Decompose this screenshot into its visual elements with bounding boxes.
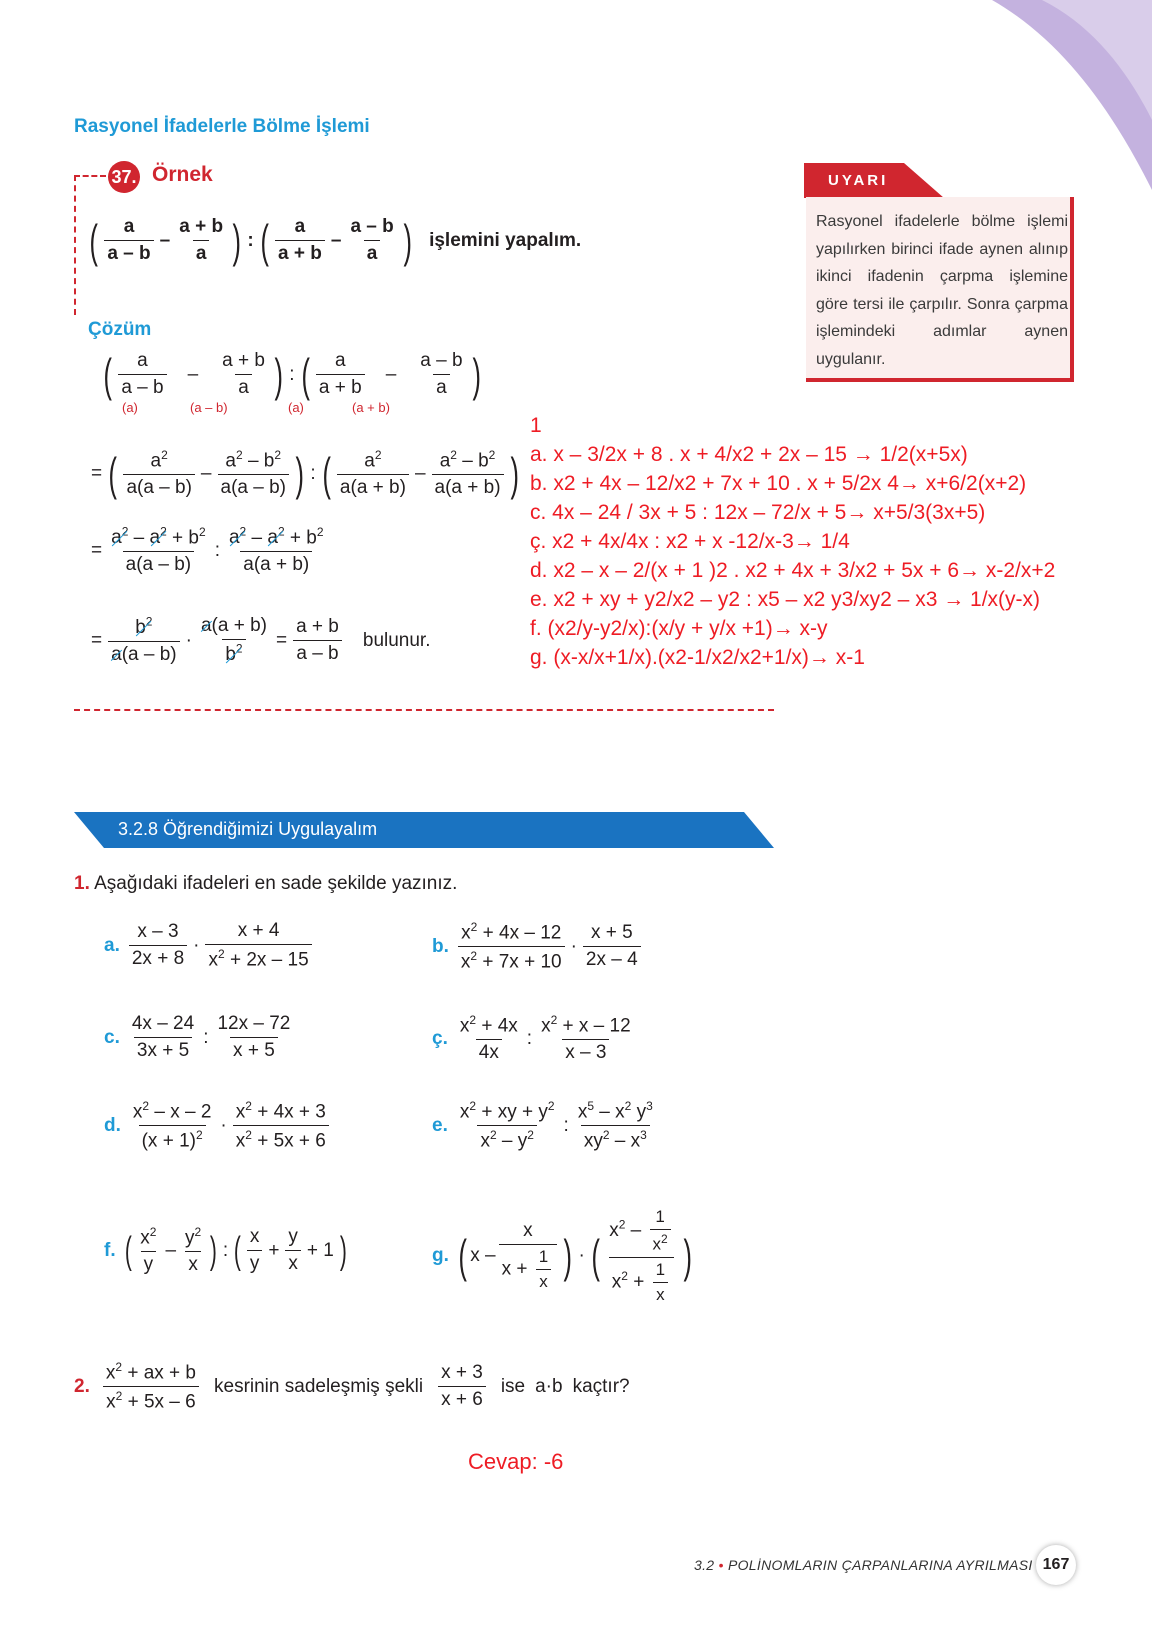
- answer-line: b. x2 + 4x – 12/x2 + 7x + 10 . x + 5/2x 4→ x+6/2(x+2): [530, 472, 1027, 495]
- footer-section: 3.2: [694, 1557, 715, 1573]
- question-text: Aşağıdaki ifadeleri en sade şekilde yazınız.: [94, 873, 458, 894]
- question-text: ise: [500, 1375, 526, 1397]
- question-number: 2.: [74, 1375, 90, 1397]
- warning-text: Rasyonel ifadelerle bölme işlemi yapılırken birinci ifade aynen alınıp ikinci ifadenin çarpma işlemine göre tersi ile çarpılır. Sonra çarpma işlemindeki adımlar aynen uygulanır.: [816, 213, 1068, 368]
- multiplier: (a): [288, 400, 304, 415]
- exercise-label: e.: [432, 1114, 448, 1136]
- answer-line: e. x2 + xy + y2/x2 – y2 : x5 – x2 y3/xy2 – x3 → 1/x(y-x): [530, 588, 1041, 611]
- answers-header: 1: [530, 414, 542, 437]
- example-divider-top: [74, 175, 106, 177]
- example-expression: ( a a – b – a + b a ) : ( a a + b – a – b a ) işlemini yapalım.: [89, 214, 582, 267]
- question-text: kaçtır?: [572, 1375, 630, 1397]
- answer-line: d. x2 – x – 2/(x + 1 )2 . x2 + 4x + 3/x2 + 5x + 6→ x-2/x+2: [530, 559, 1056, 582]
- exercise-label: c.: [104, 1026, 120, 1048]
- solution-step-1: ( a a – b – a + b a ) : ( a a + b – a – b a ): [103, 348, 481, 401]
- solution-step-2: = ( $a^2$ a(a – b) – $a^2 - b^2$ a(a – b) ) : ( $a^2$ a(a + b) – $a^2 - b^2$ a(a + b) ): [91, 447, 519, 500]
- solution-result-text: bulunur.: [362, 629, 431, 651]
- section-divider: [74, 709, 774, 711]
- example-instruction: işlemini yapalım.: [429, 229, 582, 251]
- footer-text: 3.2 • POLİNOMLARIN ÇARPANLARINA AYRILMASI: [694, 1557, 1033, 1573]
- exercise-g: g. ( x – x x + $\frac{1}{x}$ ) · ( $x^2$ – $\frac{1}{x^2}$ $x^2$ + $\frac{1}{x}$ ): [432, 1207, 692, 1304]
- multiplier: (a + b): [352, 400, 390, 415]
- exercise-label: ç.: [432, 1027, 448, 1049]
- question-text: kesrinin sadeleşmiş şekli: [214, 1375, 424, 1397]
- example-number-badge: 37.: [108, 161, 140, 193]
- exercise-label: b.: [432, 935, 449, 957]
- final-answer: Cevap: -6: [468, 1449, 564, 1474]
- exercise-label: f.: [104, 1239, 116, 1261]
- answer-line: ç. x2 + 4x/4x : x2 + x -12/x-3→ 1/4: [530, 530, 850, 553]
- example-divider: [74, 175, 76, 315]
- multiplier: (a): [122, 400, 138, 415]
- question-text: a·b: [535, 1375, 563, 1397]
- question-number: 1.: [74, 873, 90, 894]
- footer-title: POLİNOMLARIN ÇARPANLARINA AYRILMASI: [727, 1557, 1033, 1573]
- exercise-label: a.: [104, 934, 120, 956]
- exercise-label: g.: [432, 1244, 449, 1266]
- exercise-e: e. $x^2$ + xy + $y^2$ $x^2 - y^2$ : $x^5 - x^2$ $y^3$ $xy^2 - x^3$: [432, 1099, 653, 1152]
- question-1: [74, 873, 457, 895]
- question-2: 2. $x^2$ + ax + b $x^2 + 5x - 6$ kesrinin sadeleşmiş şekli x + 3 x + 6 ise a·b kaçtır?: [74, 1360, 630, 1413]
- exercise-f: f. ( $x^2$ y – $y^2$ x ) : ( x y + $\frac{y}{x}$ + 1 ): [104, 1225, 347, 1276]
- corner-decoration: [952, 0, 1152, 200]
- answer-line: g. (x-x/x+1/x).(x2-1/x2/x2+1/x)→ x-1: [530, 646, 865, 669]
- solution-step-3: = $\frac{a^2 - a^2 + b^2}{a(a - b)}$ : $a^2 - a^2 + b^2$ a(a + b): [91, 525, 324, 576]
- exercise-cc: ç. $x^2 + 4x$ 4x : $x^2 + x - 12$ x – 3: [432, 1013, 631, 1064]
- solution-multipliers: [120, 400, 420, 420]
- section-title: Rasyonel İfadelerle Bölme İşlemi: [74, 116, 370, 137]
- answer-line: f. (x2/y-y2/x):(x/y + y/x +1)→ x-y: [530, 617, 828, 640]
- solution-label: Çözüm: [88, 319, 152, 340]
- answer-line: c. 4x – 24 / 3x + 5 : 12x – 72/x + 5→ x+5/3(3x+5): [530, 501, 986, 524]
- exercise-b: b. $x^2 + 4x - 12$ $x^2 + 7x + 10$ · x + 5 2x – 4: [432, 920, 644, 974]
- page-number: 167: [1036, 1545, 1076, 1585]
- exercise-c: c. 4x – 24 3x + 5 : 12x – 72 x + 5: [104, 1013, 291, 1061]
- warning-title: UYARI: [828, 172, 889, 189]
- answer-line: a. x – 3/2x + 8 . x + 4/x2 + 2x – 15 → 1/2(x+5x): [530, 443, 968, 466]
- multiplier: (a – b): [190, 400, 228, 415]
- solution-step-4: = $\frac{b^2}{a(a - b)}$ · $\frac{a(a + b)}{b^2}$ = $\frac{a + b}{a - b}$ bulunur.: [91, 615, 431, 666]
- practice-banner-text: 3.2.8 Öğrendiğimizi Uygulayalım: [118, 819, 378, 839]
- exercise-label: d.: [104, 1114, 121, 1136]
- exercise-a: a. x – 3 2x + 8 · x + 4 $x^2 + 2x - 15$: [104, 920, 315, 971]
- exercise-d: d. $x^2$ – x – 2 $(x + 1)^2$ · $x^2 + 4x + 3$ $x^2 + 5x + 6$: [104, 1099, 332, 1153]
- example-label: Örnek: [152, 163, 213, 186]
